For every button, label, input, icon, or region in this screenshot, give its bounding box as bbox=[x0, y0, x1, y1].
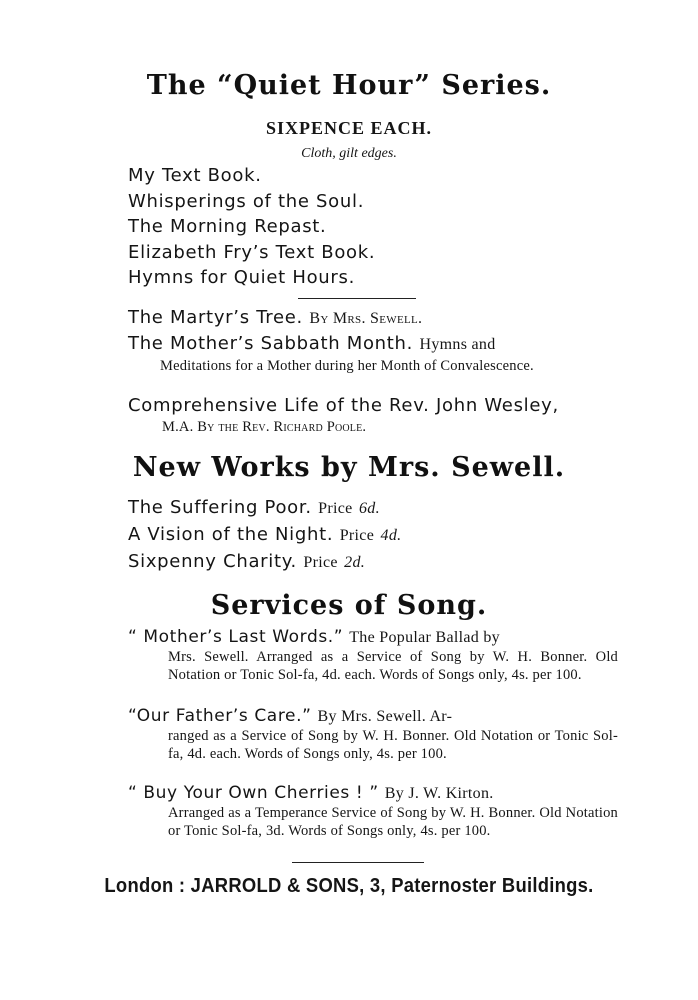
entry-author: By Mrs. Sewell. bbox=[309, 310, 423, 327]
price-value: 2d. bbox=[344, 554, 366, 571]
song-details: ranged as a Service of Song by W. H. Bonner. Old Notation or Tonic Sol-fa, 4d. each. Words of Songs only, 4s. per 100. bbox=[168, 728, 618, 762]
work-title: The Suffering Poor. bbox=[128, 497, 312, 518]
book-title: My Text Book. bbox=[128, 165, 262, 186]
publisher-imprint: London : JARROLD & SONS, 3, Paternoster Buildings. bbox=[104, 875, 594, 897]
entry-title: The Mother’s Sabbath Month. bbox=[128, 333, 414, 354]
song-title: “Our Father’s Care.” bbox=[128, 706, 312, 726]
song-entry bbox=[128, 626, 618, 684]
new-work-item bbox=[128, 522, 618, 549]
work-title: A Vision of the Night. bbox=[128, 524, 334, 545]
entry-title: Comprehensive Life of the Rev. John Wesley, bbox=[128, 395, 559, 416]
entry-title: The Martyr’s Tree. bbox=[128, 307, 303, 328]
price-label: Price bbox=[339, 527, 375, 544]
section-divider bbox=[298, 298, 416, 299]
new-work-item bbox=[128, 495, 618, 522]
entry-description: Meditations for a Mother during her Month of Convalescence. bbox=[160, 358, 534, 374]
song-title: “ Mother’s Last Words.” bbox=[128, 627, 344, 647]
book-title: The Morning Repast. bbox=[128, 216, 327, 237]
price-value: 4d. bbox=[380, 527, 402, 544]
new-works-title: New Works by Mrs. Sewell. bbox=[132, 452, 566, 483]
song-entry bbox=[128, 782, 618, 840]
sixpence-each-heading: SIXPENCE EACH. bbox=[265, 118, 433, 138]
entry-author: M.A. By the Rev. Richard Poole. bbox=[162, 419, 367, 435]
new-work-item bbox=[128, 549, 618, 576]
new-works-list bbox=[128, 495, 618, 576]
song-entry bbox=[128, 705, 618, 763]
price-label: Price bbox=[318, 500, 353, 517]
book-title: Hymns for Quiet Hours. bbox=[128, 267, 355, 288]
section-divider bbox=[292, 862, 424, 863]
quiet-hour-book-list bbox=[128, 163, 375, 291]
song-lead: By Mrs. Sewell. Ar- bbox=[317, 708, 453, 725]
services-of-song-title: Services of Song. bbox=[210, 590, 488, 621]
martyrs-tree-entry bbox=[128, 306, 618, 331]
quiet-hour-series-title: The “Quiet Hour” Series. bbox=[146, 70, 552, 101]
wesley-entry bbox=[128, 394, 618, 436]
mothers-sabbath-entry bbox=[128, 332, 618, 375]
song-lead: The Popular Ballad by bbox=[349, 629, 500, 646]
entry-desc-start: Hymns and bbox=[419, 336, 496, 353]
song-details: Mrs. Sewell. Arranged as a Service of Song by W. H. Bonner. Old Notation or Tonic Sol-fa, 4d. each. Words of Songs only, 4s. per 100. bbox=[168, 649, 618, 683]
book-title: Whisperings of the Soul. bbox=[128, 190, 365, 212]
song-title: “ Buy Your Own Cherries ! ” bbox=[128, 783, 379, 803]
song-details: Arranged as a Temperance Service of Song by W. H. Bonner. Old Notation or Tonic Sol-fa, 3d. Words of Songs only, 4s. per 100. bbox=[168, 805, 618, 839]
binding-note: Cloth, gilt edges. bbox=[301, 146, 397, 161]
price-label: Price bbox=[303, 554, 338, 571]
song-lead: By J. W. Kirton. bbox=[384, 785, 494, 802]
work-title: Sixpenny Charity. bbox=[128, 551, 297, 572]
price-value: 6d. bbox=[358, 500, 380, 517]
book-title: Elizabeth Fry’s Text Book. bbox=[128, 241, 376, 263]
